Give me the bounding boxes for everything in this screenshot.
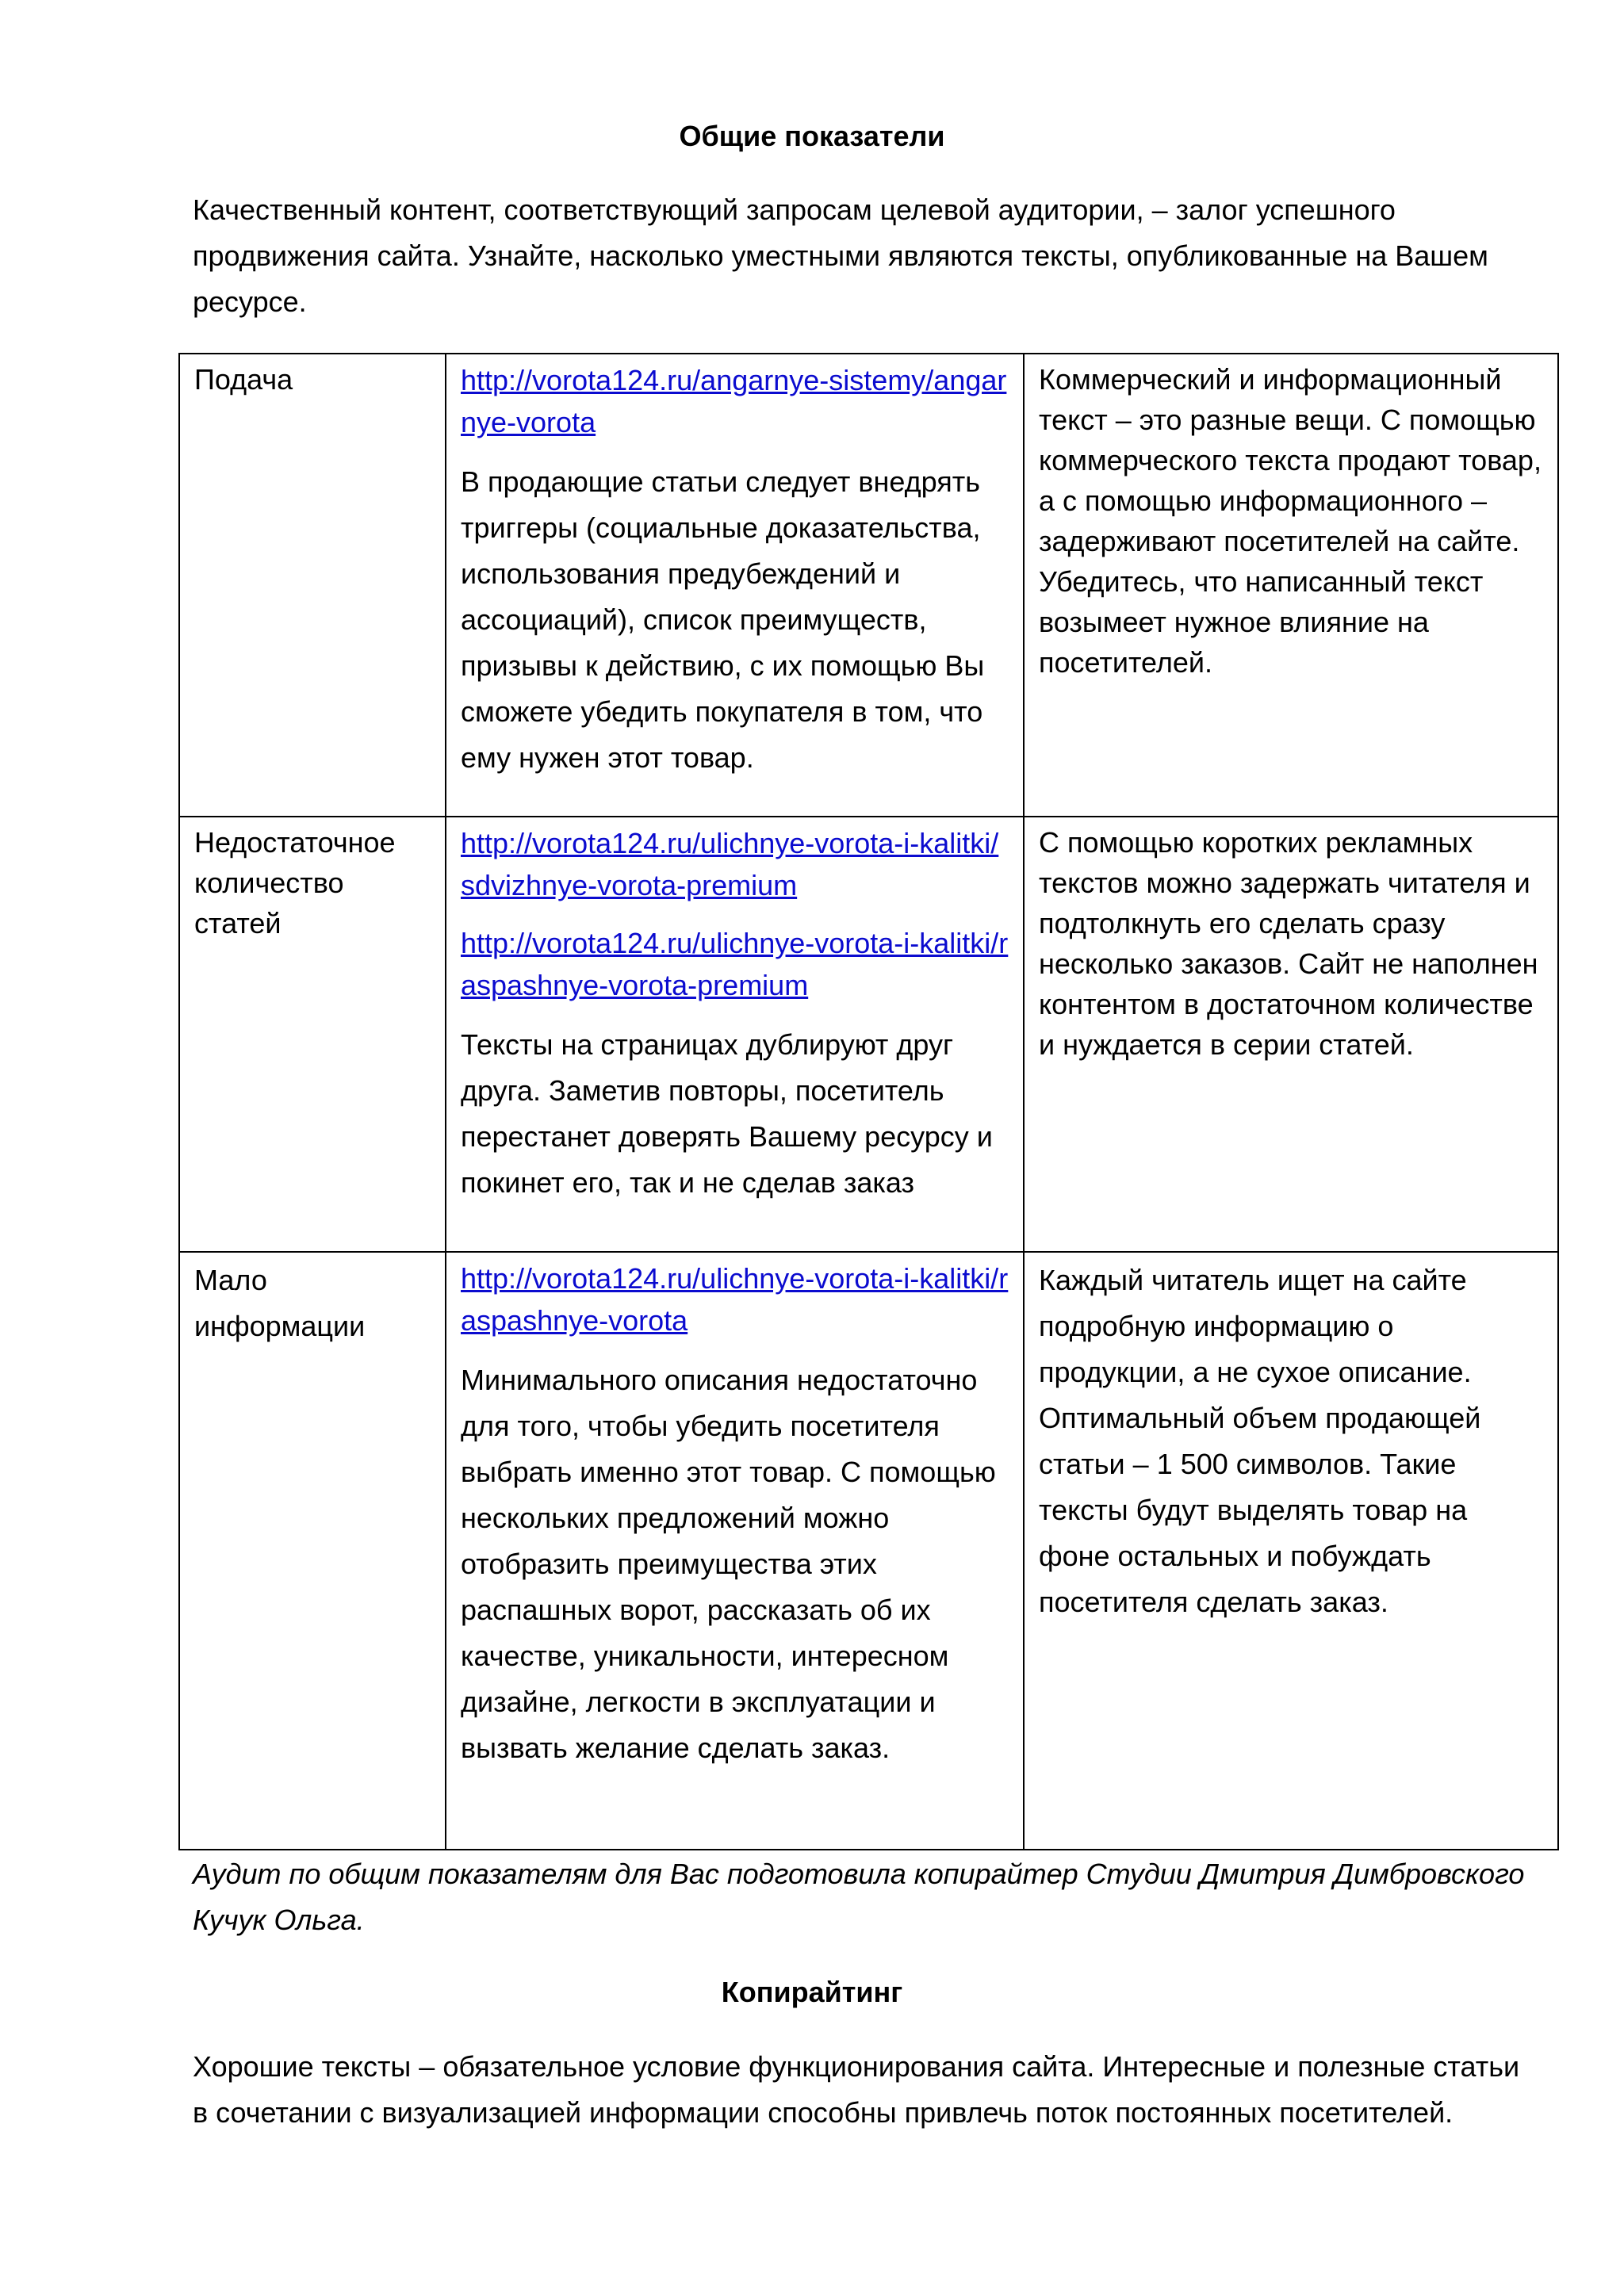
page-link[interactable]: http://vorota124.ru/angarnye-sistemy/angarnye-vorota [461,364,1007,438]
row-comment: Коммерческий и информационный текст – это разные вещи. С помощью коммерческого текста продают товар, а с помощью информационного – задерживают посетителей на сайте. Убедитесь, что написанный текст возымеет нужное влияние на посетителей. [1039,363,1542,679]
section-title-copywriting: Копирайтинг [721,1976,903,2008]
row-description: Тексты на страницах дублируют друг друга. Заметив повторы, посетитель перестанет доверять Вашему ресурсу и покинет его, так и не сделав заказ [461,1028,993,1199]
table-row [179,354,1558,817]
page-link[interactable]: http://vorota124.ru/ulichnye-vorota-i-kalitki/raspashnye-vorota [461,1262,1009,1337]
table-row [179,1252,1558,1850]
row-comment: С помощью коротких рекламных текстов можно задержать читателя и подтолкнуть его сделать сразу несколько заказов. Сайт не наполнен контентом в достаточном количестве и нуждается в серии статей. [1039,826,1538,1061]
row-details-cell [446,354,1024,817]
page-link[interactable]: http://vorota124.ru/ulichnye-vorota-i-kalitki/sdvizhnye-vorota-premium [461,827,999,901]
audit-table [178,353,1559,1850]
row-label-cell [179,354,446,817]
table-row [179,817,1558,1252]
row-label-cell [179,817,446,1252]
row-comment-cell [1024,354,1558,817]
row-comment-cell [1024,817,1558,1252]
row-label: Недостаточное количество статей [194,826,396,939]
row-details-cell [446,817,1024,1252]
row-label: Подача [194,363,293,396]
audit-author-note: Аудит по общим показателям для Вас подготовила копирайтер Студии Дмитрия Димбровского Кучук Ольга. [193,1858,1525,1936]
row-comment: Каждый читатель ищет на сайте подробную информацию о продукции, а не сухое описание. Оптимальный объем продающей статьи – 1 500 символов. Такие тексты будут выделять товар на фоне остальных и побуждать посетителя сделать заказ. [1039,1264,1481,1618]
section-intro-general: Качественный контент, соответствующий запросам целевой аудитории, – залог успешного продвижения сайта. Узнайте, насколько уместными являются тексты, опубликованные на Вашем ресурсе. [193,193,1488,318]
row-description: Минимального описания недостаточно для того, чтобы убедить посетителя выбрать именно этот товар. С помощью нескольких предложений можно отобразить преимущества этих распашных ворот, рассказать об их качестве, уникальности, интересном дизайне, легкости в эксплуатации и вызвать желание сделать заказ. [461,1364,996,1764]
row-description: В продающие статьи следует внедрять триггеры (социальные доказательства, использования предубеждений и ассоциаций), список преимуществ, призывы к действию, с их помощью Вы сможете убедить покупателя в том, что ему нужен этот товар. [461,465,985,774]
row-details-cell [446,1252,1024,1850]
row-comment-cell [1024,1252,1558,1850]
page-link[interactable]: http://vorota124.ru/ulichnye-vorota-i-kalitki/raspashnye-vorota-premium [461,927,1009,1001]
row-label: Мало информации [194,1264,366,1342]
section-title-general: Общие показатели [679,120,945,152]
section-intro-copywriting: Хорошие тексты – обязательное условие функционирования сайта. Интересные и полезные статьи в сочетании с визуализацией информации способны привлечь поток постоянных посетителей. [193,2050,1520,2129]
row-label-cell [179,1252,446,1850]
